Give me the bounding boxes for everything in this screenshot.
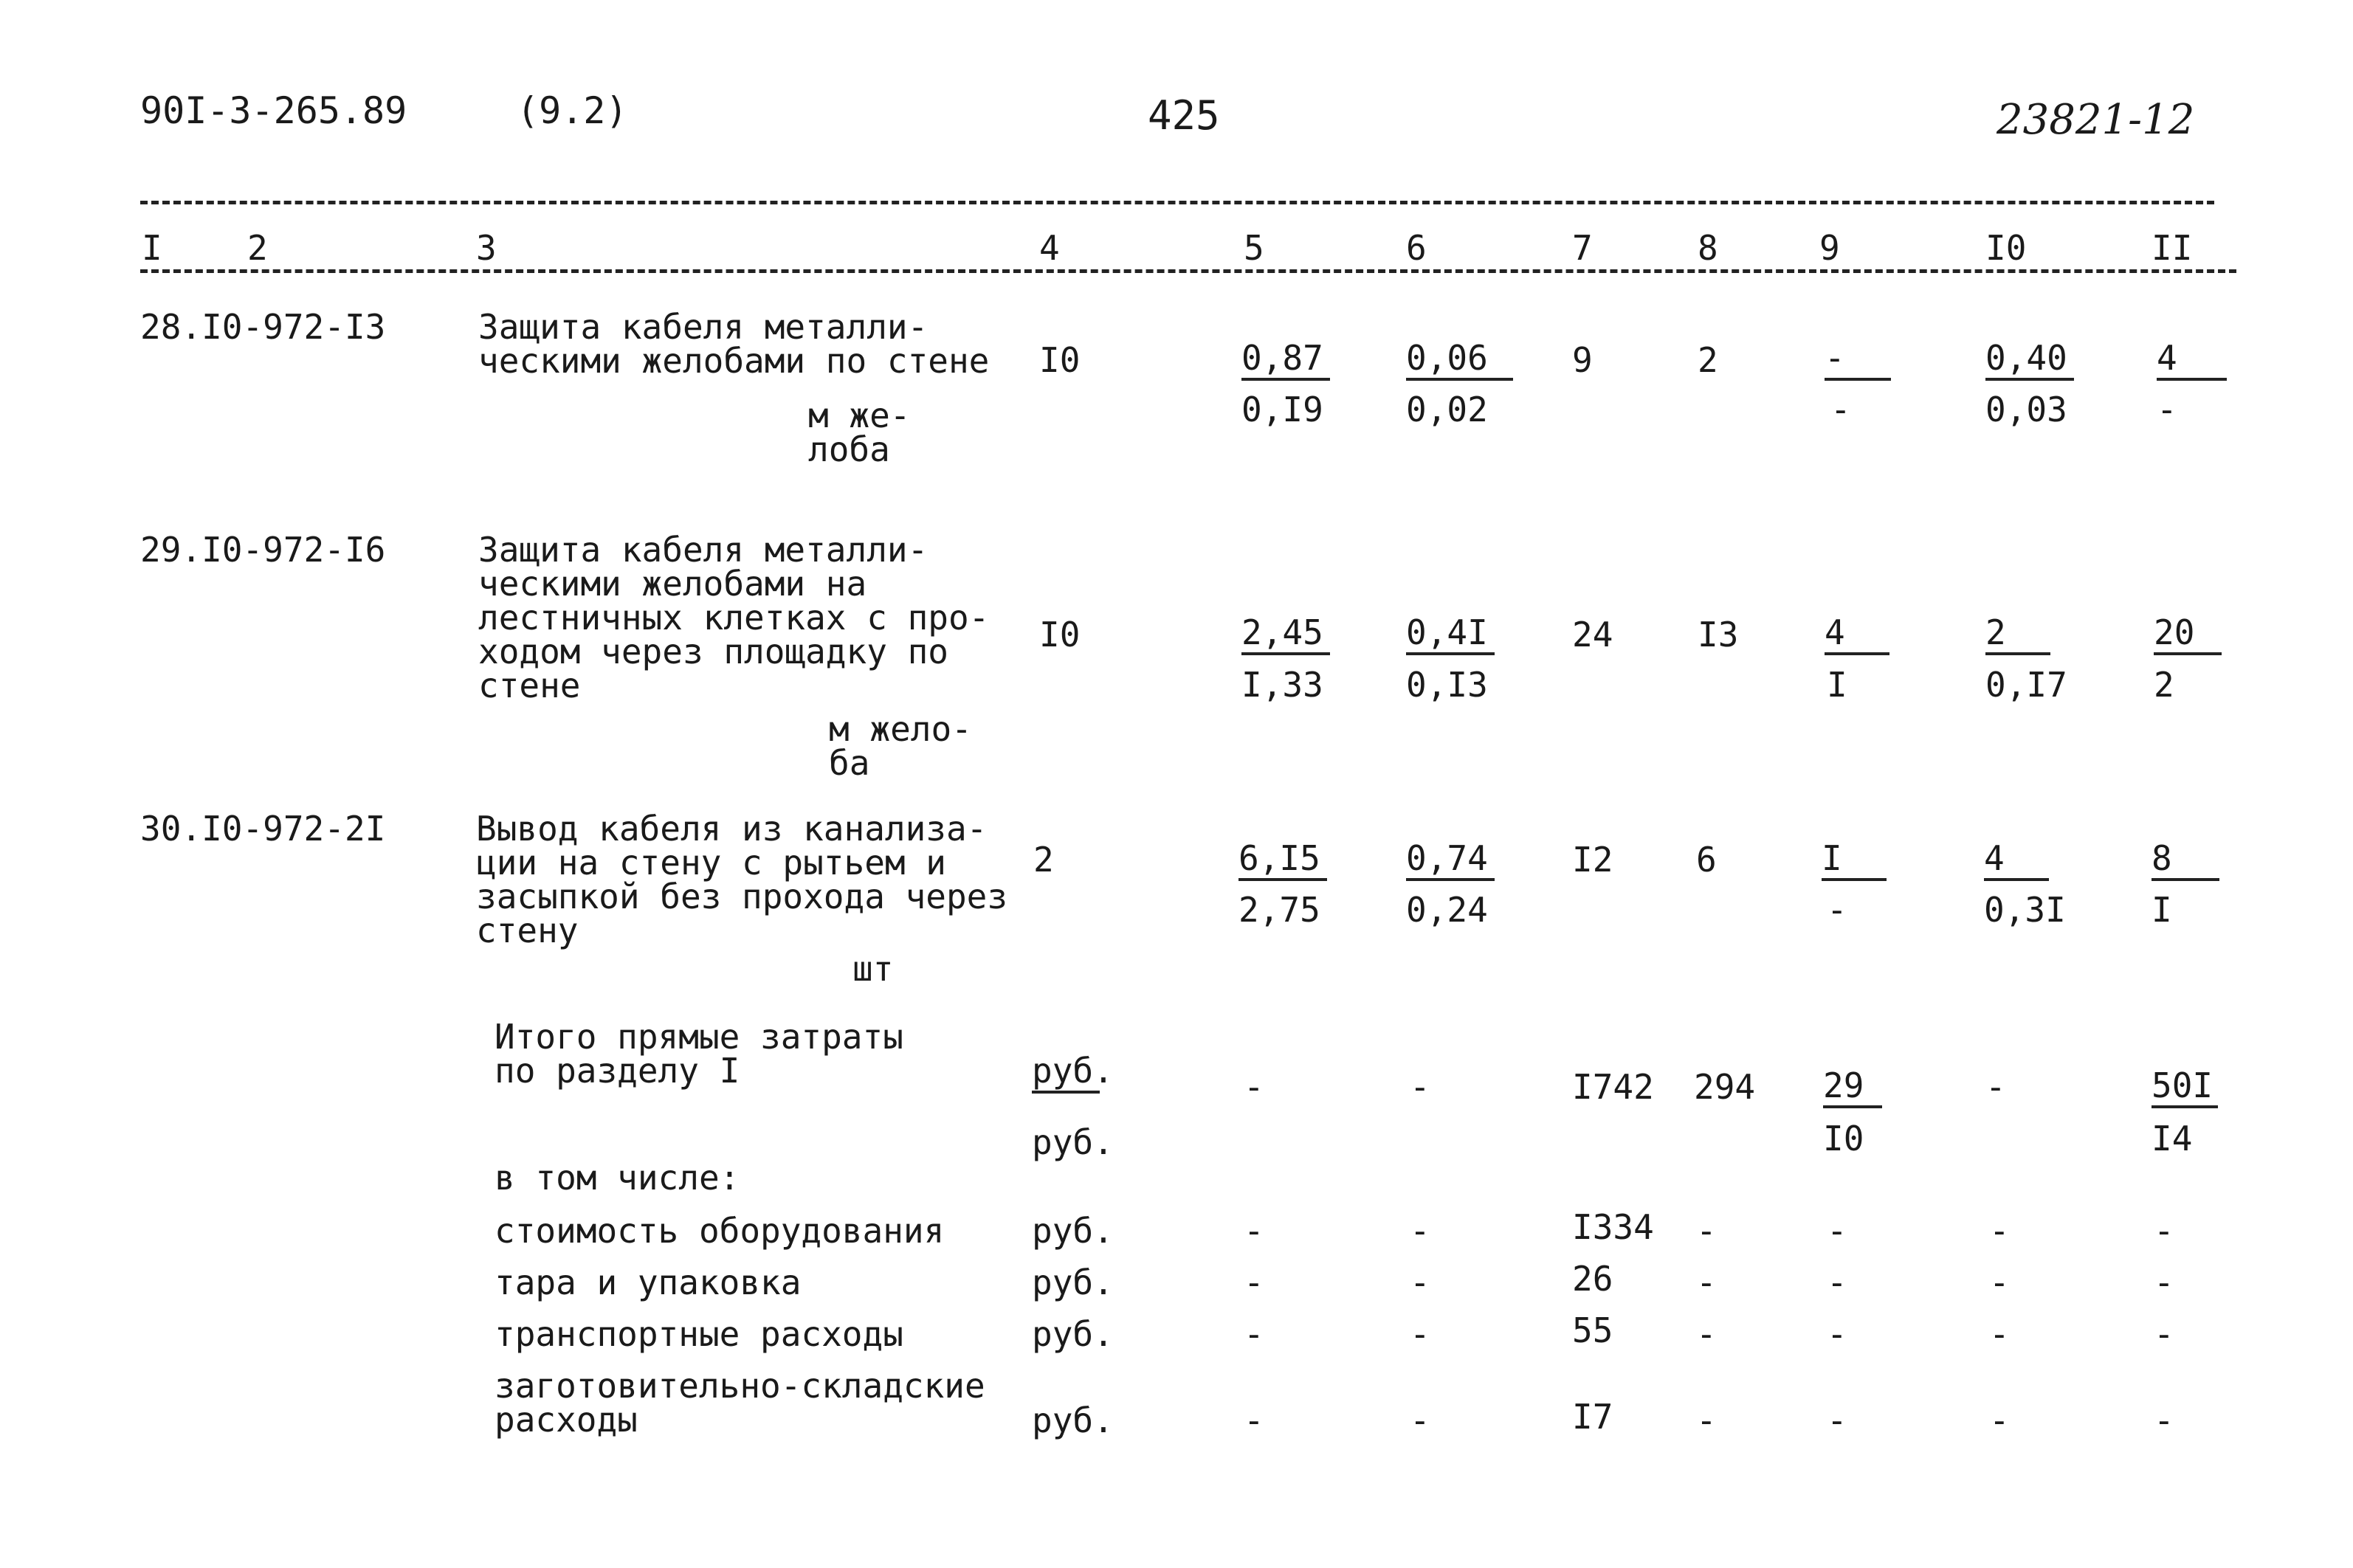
item-label: транспортные расходы: [495, 1314, 903, 1354]
row-code: 30.I0-972-2I: [140, 809, 386, 849]
row-description: Вывод кабеля из канализа- ции на стену с рытьем и засыпкой без прохода через стену: [476, 809, 1008, 950]
item-c9: -: [1827, 1263, 1847, 1302]
row-c9-top: -: [1825, 341, 1891, 381]
row-description: Защита кабеля металли- ческими желобами на лестничных клетках с про- ходом через площадку по стене: [478, 530, 990, 705]
row-c11-top: 20: [2154, 615, 2222, 655]
item-c7: 26: [1572, 1259, 1613, 1299]
including-label: в том числе:: [495, 1158, 740, 1198]
item-c8: -: [1696, 1314, 1717, 1354]
row-c8: 6: [1696, 840, 1717, 880]
row-c6-bottom: 0,I3: [1406, 665, 1488, 705]
item-c6: -: [1410, 1314, 1430, 1354]
column-header-1: I: [142, 228, 162, 268]
row-unit: шт: [852, 949, 894, 989]
row-c5-bottom: 2,75: [1238, 890, 1320, 930]
item-c11: -: [2154, 1211, 2174, 1251]
totals-unit-top: руб.: [1032, 1054, 1100, 1094]
row-c11-top: 8: [2152, 841, 2219, 881]
header-bottom-rule: [140, 269, 2236, 273]
row-c9-top: I: [1822, 841, 1887, 881]
row-c10-top: 0,40: [1985, 341, 2074, 381]
column-header-9: 9: [1819, 228, 1840, 268]
row-c9-bottom: I: [1827, 665, 1847, 705]
item-c10: -: [1989, 1211, 2010, 1251]
totals-c11-bottom: I4: [2152, 1119, 2193, 1158]
row-c10-top: 2: [1985, 615, 2050, 655]
row-unit: м же- лоба: [808, 396, 911, 469]
row-c7: 24: [1572, 615, 1613, 655]
row-c9-bottom: -: [1830, 390, 1851, 429]
row-c11-bottom: 2: [2154, 665, 2174, 705]
column-header-8: 8: [1698, 228, 1718, 268]
item-c7: I7: [1572, 1397, 1613, 1437]
item-c8: -: [1696, 1263, 1717, 1302]
row-code: 28.I0-972-I3: [140, 307, 386, 347]
row-c11-top: 4: [2157, 341, 2227, 381]
totals-c9-top: 29: [1823, 1068, 1882, 1108]
item-label: тара и упаковка: [495, 1263, 802, 1302]
column-header-7: 7: [1572, 228, 1593, 268]
row-description: Защита кабеля металли- ческими желобами по стене: [478, 307, 990, 381]
column-header-4: 4: [1039, 228, 1060, 268]
item-unit: руб.: [1032, 1211, 1114, 1251]
totals-c6: -: [1410, 1067, 1430, 1107]
item-c11: -: [2154, 1314, 2174, 1354]
row-c10-top: 4: [1984, 841, 2049, 881]
totals-unit-bottom: руб.: [1032, 1122, 1114, 1162]
item-c5: -: [1244, 1211, 1264, 1251]
row-c5-top: 2,45: [1241, 615, 1330, 655]
row-c5-top: 6,I5: [1238, 841, 1327, 881]
column-header-2: 2: [247, 228, 268, 268]
row-c7: 9: [1572, 340, 1593, 380]
item-unit: руб.: [1032, 1401, 1114, 1440]
row-c6-bottom: 0,02: [1406, 390, 1488, 429]
row-c8: 2: [1698, 340, 1718, 380]
column-header-6: 6: [1406, 228, 1427, 268]
item-unit: руб.: [1032, 1263, 1114, 1302]
item-c6: -: [1410, 1263, 1430, 1302]
item-c5: -: [1244, 1401, 1264, 1440]
document-code: 90I-3-265.89: [140, 89, 407, 132]
item-c9: -: [1827, 1211, 1847, 1251]
item-c10: -: [1989, 1401, 2010, 1440]
item-c8: -: [1696, 1211, 1717, 1251]
totals-c9-bottom: I0: [1823, 1119, 1864, 1158]
totals-c5: -: [1244, 1067, 1264, 1107]
item-c8: -: [1696, 1401, 1717, 1440]
item-c10: -: [1989, 1314, 2010, 1354]
item-c7: I334: [1572, 1207, 1654, 1247]
row-c10-bottom: 0,3I: [1984, 890, 2066, 930]
item-unit: руб.: [1032, 1314, 1114, 1354]
totals-label: Итого прямые затраты по разделу I: [495, 1017, 903, 1091]
item-c5: -: [1244, 1314, 1264, 1354]
item-c6: -: [1410, 1211, 1430, 1251]
column-header-11: II: [2152, 228, 2193, 268]
row-unit: м жело- ба: [829, 709, 972, 783]
item-c5: -: [1244, 1263, 1264, 1302]
row-c9-bottom: -: [1827, 890, 1847, 930]
row-quantity: 2: [1033, 840, 1054, 880]
item-c11: -: [2154, 1263, 2174, 1302]
item-c9: -: [1827, 1314, 1847, 1354]
column-header-5: 5: [1244, 228, 1264, 268]
row-quantity: I0: [1039, 615, 1081, 655]
row-c9-top: 4: [1825, 615, 1889, 655]
item-c7: 55: [1572, 1310, 1613, 1350]
totals-c11-top: 50I: [2152, 1068, 2218, 1108]
page-number: 425: [1148, 92, 1220, 139]
item-c6: -: [1410, 1401, 1430, 1440]
row-c11-bottom: I: [2152, 890, 2172, 930]
item-c11: -: [2154, 1401, 2174, 1440]
row-code: 29.I0-972-I6: [140, 530, 386, 570]
row-c11-bottom: -: [2157, 390, 2177, 429]
header-top-rule: [140, 201, 2214, 204]
column-header-10: I0: [1985, 228, 2027, 268]
row-c10-bottom: 0,03: [1985, 390, 2067, 429]
row-c7: I2: [1572, 840, 1613, 880]
row-c10-bottom: 0,I7: [1985, 665, 2067, 705]
row-c5-bottom: 0,I9: [1241, 390, 1323, 429]
totals-c7: I742: [1572, 1067, 1654, 1107]
row-c6-top: 0,06: [1406, 341, 1513, 381]
column-header-3: 3: [476, 228, 497, 268]
item-label: заготовительно-складские расходы: [495, 1366, 985, 1440]
item-c9: -: [1827, 1401, 1847, 1440]
row-c5-top: 0,87: [1241, 341, 1330, 381]
row-c6-top: 0,4I: [1406, 615, 1495, 655]
row-quantity: I0: [1039, 340, 1081, 380]
item-c10: -: [1989, 1263, 2010, 1302]
row-c6-top: 0,74: [1406, 841, 1495, 881]
section-number: (9.2): [517, 89, 628, 132]
item-label: стоимость оборудования: [495, 1211, 945, 1251]
totals-c8: 294: [1694, 1067, 1756, 1107]
totals-c10: -: [1985, 1067, 2006, 1107]
row-c8: I3: [1698, 615, 1739, 655]
row-c6-bottom: 0,24: [1406, 890, 1488, 930]
row-c5-bottom: I,33: [1241, 665, 1323, 705]
handwritten-stamp: 23821-12: [1997, 96, 2195, 144]
